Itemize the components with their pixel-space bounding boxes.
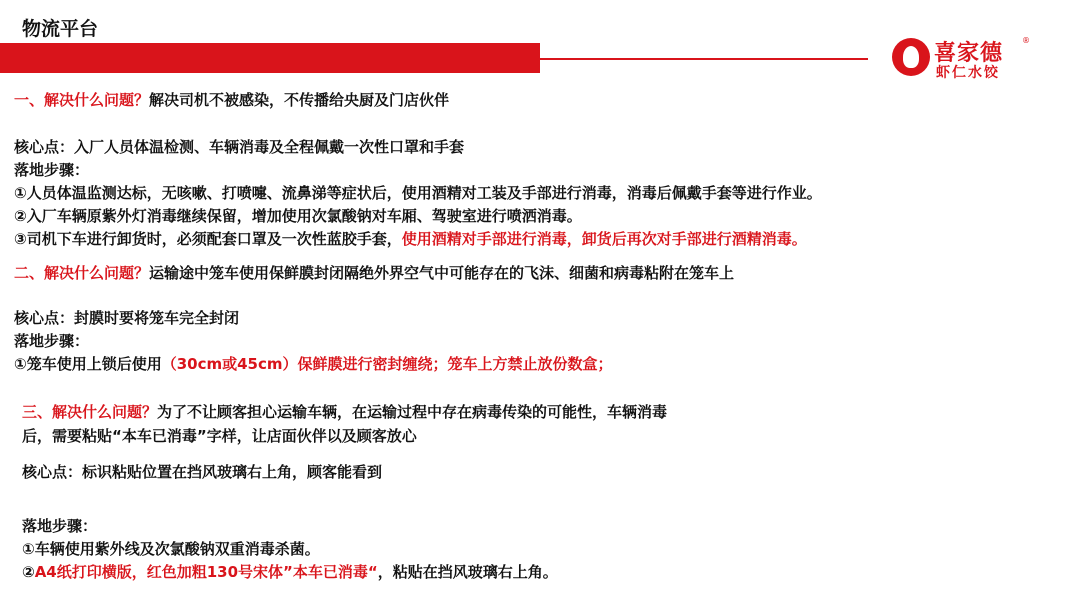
section-1-steps-label: 落地步骤： xyxy=(14,161,90,179)
mascot-icon xyxy=(892,38,930,76)
section-3-step-1: ①车辆使用紫外线及次氯酸钠双重消毒杀菌。 xyxy=(22,540,320,558)
section-2-core: 核心点：封膜时要将笼车完全封闭 xyxy=(14,309,240,327)
section-1-core: 核心点：入厂人员体温检测、车辆消毒及全程佩戴一次性口罩和手套 xyxy=(14,138,465,156)
section-3-problem-line-2: 后，需要粘贴“本车已消毒”字样，让店面伙伴以及顾客放心 xyxy=(22,427,417,445)
header-red-bar xyxy=(0,43,540,73)
section-1-step-2: ②入厂车辆原紫外灯消毒继续保留，增加使用次氯酸钠对车厢、驾驶室进行喷洒消毒。 xyxy=(14,207,582,225)
section-2-problem-line xyxy=(14,263,734,283)
section-3-problem-line xyxy=(22,402,667,422)
section-3-step-2-highlight: A4纸打印横版，红色加粗130号宋体”本车已消毒“ xyxy=(34,563,378,581)
section-3-core: 核心点：标识粘贴位置在挡风玻璃右上角，顾客能看到 xyxy=(22,463,383,481)
section-3-heading: 三、解决什么问题？ xyxy=(22,403,158,421)
header-red-line xyxy=(540,58,868,60)
section-3-step-2-prefix: ② xyxy=(22,563,35,581)
logo-brand-text: 喜家德 xyxy=(934,41,1004,66)
section-3-step-2 xyxy=(22,562,558,582)
section-1-step-3-highlight: 使用酒精对手部进行消毒，卸货后再次对手部进行酒精消毒。 xyxy=(401,230,807,248)
section-2-steps-label: 落地步骤： xyxy=(14,332,90,350)
page-title: 物流平台 xyxy=(22,18,99,40)
section-2-problem: 运输途中笼车使用保鲜膜封闭隔绝外界空气中可能存在的飞沫、细菌和病毒粘附在笼车上 xyxy=(149,264,735,282)
section-2-heading: 二、解决什么问题？ xyxy=(14,264,150,282)
section-1-problem-line xyxy=(14,90,449,110)
section-3-steps-label: 落地步骤： xyxy=(22,517,98,535)
section-2-step-1 xyxy=(14,354,613,374)
registered-mark: ® xyxy=(1022,36,1030,45)
section-2-step-1-text: ①笼车使用上锁后使用 xyxy=(14,355,162,373)
section-1-heading: 一、解决什么问题？ xyxy=(14,91,150,109)
section-3-step-2-text: ，粘贴在挡风玻璃右上角。 xyxy=(377,563,558,581)
section-1-step-3-text: ③司机下车进行卸货时，必须配套口罩及一次性蓝胶手套， xyxy=(14,230,402,248)
logo-sub-text: 虾仁水饺 xyxy=(936,65,1000,81)
section-1-step-3 xyxy=(14,229,807,249)
section-2-step-1-highlight: （30cm或45cm）保鲜膜进行密封缠绕；笼车上方禁止放份数盒； xyxy=(161,355,613,373)
brand-logo xyxy=(892,36,1042,80)
section-3-problem: 为了不让顾客担心运输车辆，在运输过程中存在病毒传染的可能性，车辆消毒 xyxy=(157,403,668,421)
section-1-step-1: ①人员体温监测达标，无咳嗽、打喷嚏、流鼻涕等症状后，使用酒精对工装及手部进行消毒，消毒后佩戴手套等进行作业。 xyxy=(14,184,822,202)
section-1-problem: 解决司机不被感染，不传播给央厨及门店伙伴 xyxy=(149,91,450,109)
